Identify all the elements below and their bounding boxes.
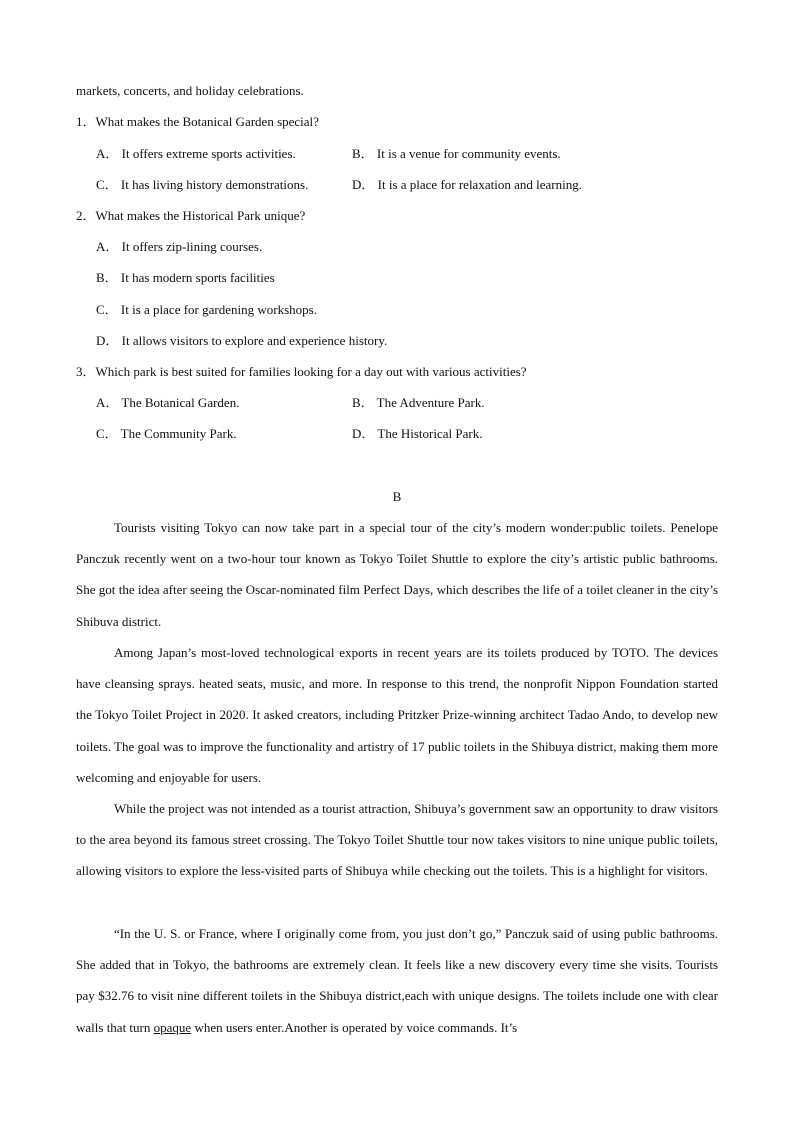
section-heading: B <box>392 489 402 504</box>
question-1-option-c: C． It has living history demonstrations. <box>96 177 309 192</box>
question-2-option-a: A． It offers zip-lining courses. <box>96 239 263 254</box>
question-2-option-c: C． It is a place for gardening workshops. <box>96 302 317 317</box>
question-1-stem: 1．What makes the Botanical Garden special? <box>76 114 319 129</box>
passage-paragraph-1: Tourists visiting Tokyo can now take part in a special tour of the city’s modern wonder:public toilets. Penelope Panczuk recently went on a two-hour tour known as Tokyo Toilet Shuttle to explore the city’s artistic public bathrooms. She got the idea after seeing the Oscar-nominated film Perfect Days, which describes the life of a toilet cleaner in the city’s Shibuva district. <box>76 520 718 629</box>
underlined-word: opaque <box>153 1019 192 1035</box>
passage-paragraph-4 <box>76 918 718 1043</box>
question-1-option-d: D． It is a place for relaxation and learning. <box>352 177 582 192</box>
question-3-stem: 3．Which park is best suited for families looking for a day out with various activities? <box>76 364 527 379</box>
question-2-option-b: B． It has modern sports facilities <box>96 270 275 285</box>
continuation-text: markets, concerts, and holiday celebrations. <box>76 83 304 98</box>
question-1-option-a: A． It offers extreme sports activities. <box>96 146 296 161</box>
question-2-option-d: D． It allows visitors to explore and experience history. <box>96 333 388 348</box>
question-3-option-b: B． The Adventure Park. <box>352 395 485 410</box>
question-2-stem: 2．What makes the Historical Park unique? <box>76 208 306 223</box>
question-3-option-d: D． The Historical Park. <box>352 426 483 441</box>
passage-paragraph-4-text-before: “In the U. S. or France, where I originally come from, you just don’t go,” Panczuk said of using public bathrooms. She added that in Tokyo, the bathrooms are extremely clean. It feels like a new discovery every time she visits. Tourists pay $32.76 to visit nine different toilets in the Shibuya district,each with unique designs. The toilets include one with clear walls that turn <box>76 926 718 1035</box>
question-3-option-c: C． The Community Park. <box>96 426 237 441</box>
passage-paragraph-3: While the project was not intended as a tourist attraction, Shibuya’s government saw an opportunity to draw visitors to the area beyond its famous street crossing. The Tokyo Toilet Shuttle tour now takes visitors to nine unique public toilets, allowing visitors to explore the less-visited parts of Shibuya while checking out the toilets. This is a highlight for visitors. <box>76 801 718 879</box>
passage-paragraph-4-text-after: when users enter.Another is operated by voice commands. It’s <box>191 1019 518 1035</box>
question-3-option-a: A． The Botanical Garden. <box>96 395 240 410</box>
question-1-option-b: B． It is a venue for community events. <box>352 146 561 161</box>
passage-paragraph-2: Among Japan’s most-loved technological exports in recent years are its toilets produced by TOTO. The devices have cleansing sprays. heated seats, music, and more. In response to this trend, the nonprofit Nippon Foundation started the Tokyo Toilet Project in 2020. It asked creators, including Pritzker Prize-winning architect Tadao Ando, to develop new toilets. The goal was to improve the functionality and artistry of 17 public toilets in the Shibuya district, making them more welcoming and enjoyable for users. <box>76 645 718 785</box>
